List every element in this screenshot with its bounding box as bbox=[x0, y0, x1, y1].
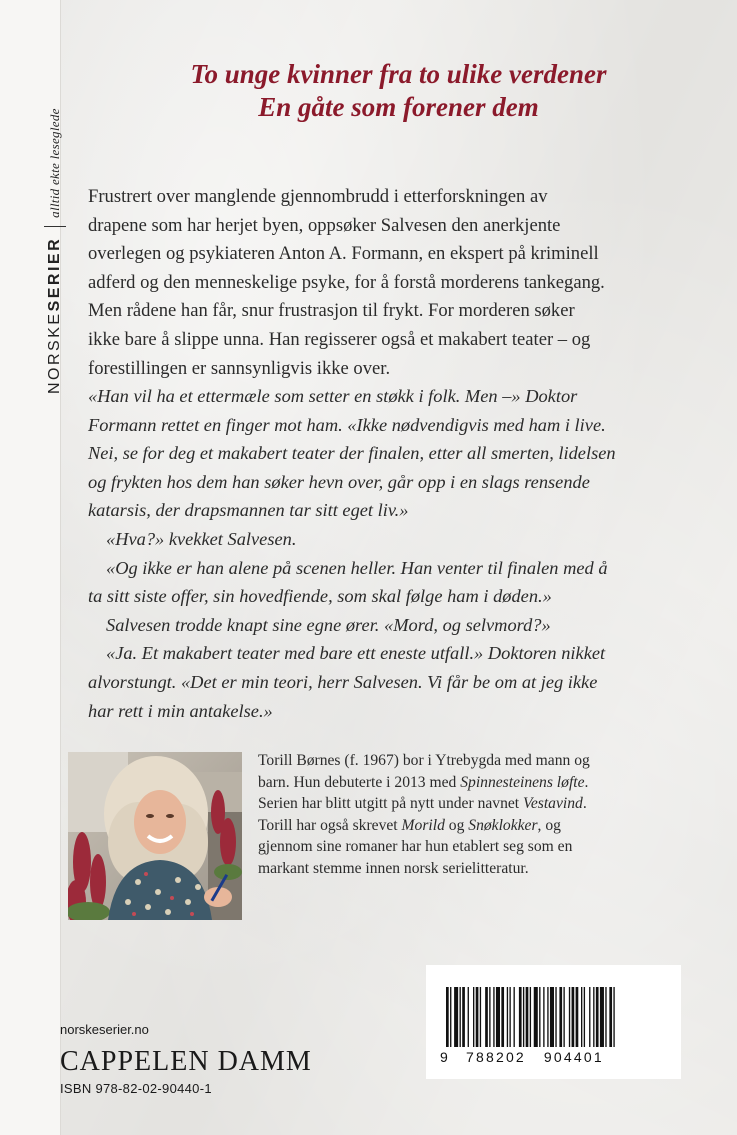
barcode-digits-right: 904401 bbox=[543, 1049, 604, 1065]
blurb-line: overlegen og psykiateren Anton A. Formann, en ekspert på kriminell bbox=[88, 243, 599, 265]
barcode-bar bbox=[454, 987, 458, 1047]
brand-norske: NORSKE bbox=[46, 311, 63, 394]
barcode-bar bbox=[485, 987, 488, 1047]
barcode-bar bbox=[480, 987, 481, 1047]
book-title: Spinnesteinens løfte bbox=[460, 773, 585, 791]
barcode-bar bbox=[450, 987, 451, 1047]
author-bio bbox=[258, 750, 688, 879]
barcode-bar bbox=[446, 987, 449, 1047]
barcode-bar bbox=[572, 987, 575, 1047]
barcode-bar bbox=[584, 987, 585, 1047]
barcode-bar bbox=[514, 987, 515, 1047]
barcode-bar bbox=[496, 987, 500, 1047]
barcode-bar bbox=[460, 987, 461, 1047]
bio-line bbox=[258, 772, 688, 794]
book-title: Snøklokker bbox=[468, 816, 538, 834]
quote-line: Nei, se for deg et makabert teater der finalen, etter all smerten, lidelsen bbox=[88, 443, 616, 464]
barcode-bar bbox=[555, 987, 556, 1047]
barcode-bar bbox=[523, 987, 524, 1047]
blurb-line: drapene som har herjet byen, oppsøker Salvesen den anerkjente bbox=[88, 214, 561, 236]
bio-text: Torill har også skrevet bbox=[258, 816, 402, 834]
barcode-bar bbox=[530, 987, 531, 1047]
quote-line: Formann rettet en finger mot ham. «Ikke nødvendigvis med ham i live. bbox=[88, 414, 606, 435]
barcode-bar bbox=[576, 987, 579, 1047]
quote-line: har rett i min antakelse.» bbox=[88, 700, 273, 721]
blurb-line: forestillingen er sannsynligvis ikke over. bbox=[88, 357, 391, 379]
barcode-bar bbox=[534, 987, 538, 1047]
barcode-bar bbox=[609, 987, 612, 1047]
barcode-bar bbox=[581, 987, 582, 1047]
blurb-line: Frustrert over manglende gjennombrudd i etterforskningen av bbox=[88, 186, 548, 207]
barcode-box bbox=[426, 965, 681, 1079]
quote-line: «Ja. Et makabert teater med bare ett eneste utfall.» Doktoren nikket bbox=[106, 643, 606, 664]
barcode-bar bbox=[596, 987, 599, 1047]
isbn-number: ISBN 978-82-02-90440-1 bbox=[60, 1081, 212, 1096]
publisher-block bbox=[60, 1022, 312, 1096]
barcode-bar bbox=[613, 987, 614, 1047]
quote-line: ta sitt siste offer, sin hovedfiende, som skal følge ham i døden.» bbox=[88, 586, 552, 607]
bio-line: Torill Børnes (f. 1967) bor i Ytrebygda med mann og bbox=[258, 752, 590, 769]
quote-line: Salvesen trodde knapt sine egne ører. «Mord, og selvmord?» bbox=[106, 614, 551, 635]
barcode-bar bbox=[543, 987, 544, 1047]
blurb-paragraph bbox=[88, 183, 688, 383]
quote-line: «Hva?» kvekket Salvesen. bbox=[106, 528, 297, 549]
bio-text: Serien har blitt utgitt på nytt under navnet bbox=[258, 795, 524, 812]
bio-text: , og bbox=[537, 816, 561, 834]
quote-line: katarsis, der drapsmannen tar sitt eget liv.» bbox=[88, 500, 409, 521]
publisher-website: norskeserier.no bbox=[60, 1022, 149, 1037]
barcode-bar bbox=[519, 987, 522, 1047]
barcode-bar bbox=[563, 987, 564, 1047]
barcode-bar bbox=[600, 987, 604, 1047]
headline bbox=[60, 58, 737, 124]
bio-text: og bbox=[444, 816, 469, 834]
barcode-bar bbox=[476, 987, 479, 1047]
bio-text: barn. Hun debuterte i 2013 med bbox=[258, 773, 461, 791]
barcode-bar bbox=[547, 987, 548, 1047]
author-photo-illustration bbox=[68, 752, 242, 920]
barcode-bar bbox=[526, 987, 529, 1047]
barcode-bar bbox=[493, 987, 494, 1047]
bio-line: gjennom sine romaner har hun etablert seg som en bbox=[258, 838, 573, 855]
blurb-line: Men rådene han får, snur frustrasjon til frykt. For morderen søker bbox=[88, 300, 575, 322]
headline-line-2: En gåte som forener dem bbox=[258, 92, 539, 122]
blurb-line: adferd og den menneskelige psyke, for å forstå morderens tankegang. bbox=[88, 271, 605, 293]
bio-line: markant stemme innen norsk serielitteratur. bbox=[258, 859, 529, 877]
publisher-logo: CAPPELEN DAMM bbox=[60, 1046, 312, 1077]
barcode-bar bbox=[559, 987, 562, 1047]
barcode-bar bbox=[605, 987, 606, 1047]
barcode-digits bbox=[440, 1049, 670, 1065]
barcode-bar bbox=[550, 987, 554, 1047]
bio-line bbox=[258, 815, 688, 837]
barcode-bar bbox=[468, 987, 469, 1047]
brand-tagline: alltid ekte leseglede bbox=[47, 108, 62, 218]
barcode-bar bbox=[507, 987, 508, 1047]
series-title: Vestavind bbox=[523, 795, 583, 812]
quote-line: alvorstungt. «Det er min teori, herr Salvesen. Vi får be om at jeg ikke bbox=[88, 671, 598, 692]
author-photo bbox=[68, 752, 242, 920]
barcode-bar bbox=[509, 987, 510, 1047]
quote-line: «Og ikke er han alene på scenen heller. Han venter til finalen med å bbox=[106, 557, 608, 578]
quote-line: og frykten hos dem han søker hevn over, går opp i en slags rensende bbox=[88, 471, 590, 492]
barcode-bar bbox=[501, 987, 504, 1047]
excerpt-quote bbox=[88, 382, 698, 725]
bio-line bbox=[258, 793, 688, 815]
book-title: Morild bbox=[401, 816, 445, 834]
spine-strip bbox=[0, 0, 61, 1135]
barcode-bar bbox=[589, 987, 590, 1047]
brand-serier: SERIER bbox=[46, 236, 63, 312]
barcode-bar bbox=[462, 987, 465, 1047]
barcode-bar bbox=[569, 987, 570, 1047]
blurb-line: ikke bare å slippe unna. Han regisserer også et makabert teater – og bbox=[88, 328, 591, 350]
barcode-bar bbox=[539, 987, 540, 1047]
bio-text: . bbox=[582, 795, 587, 812]
barcode-bar bbox=[593, 987, 594, 1047]
headline-line-1: To unge kvinner fra to ulike verdener bbox=[190, 59, 607, 89]
spine-brand bbox=[44, 108, 66, 394]
barcode-bars bbox=[436, 987, 670, 1053]
quote-line: «Han vil ha et ettermæle som setter en støkk i folk. Men –» Doktor bbox=[88, 386, 578, 406]
barcode-bar bbox=[489, 987, 490, 1047]
brand-divider bbox=[44, 226, 66, 227]
barcode-digit-first: 9 bbox=[440, 1049, 450, 1065]
barcode-bar bbox=[473, 987, 474, 1047]
barcode-digits-left: 788202 bbox=[466, 1049, 526, 1065]
bio-text: . bbox=[584, 773, 589, 791]
